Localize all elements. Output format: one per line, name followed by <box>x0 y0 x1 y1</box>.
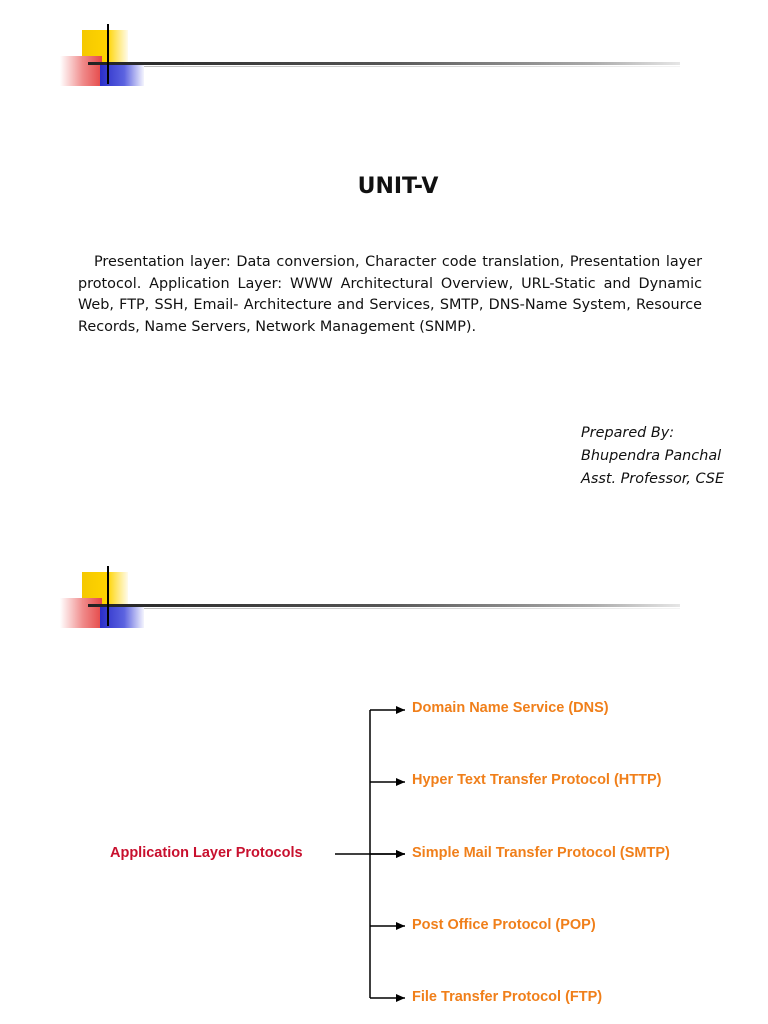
ornament-red-square <box>60 56 102 86</box>
prepared-by-label: Prepared By: <box>581 425 675 441</box>
author-designation: Asst. Professor, CSE <box>581 471 725 487</box>
ornament-vertical-line <box>107 24 109 84</box>
syllabus-text: Presentation layer: Data conversion, Character code translation, Presentation layer protocol. Application Layer: WWW Architectural Overview, URL-Static and Dynamic Web, FTP, SSH, Email- Architecture and Services, SMTP, DNS-Name System, Resource Records, Name Servers, Network Management (SNMP). <box>78 254 702 335</box>
protocol-label-pop: Post Office Protocol (POP) <box>412 917 596 933</box>
protocol-label-dns: Domain Name Service (DNS) <box>412 700 609 716</box>
root-label: Application Layer Protocols <box>110 845 303 861</box>
slide-2 <box>0 540 768 1024</box>
prepared-by-block <box>581 422 761 491</box>
author-name: Bhupendra Panchal <box>581 448 722 464</box>
header-ornament <box>60 30 680 92</box>
ornament-horizontal-line-thin <box>144 66 680 67</box>
protocol-label-smtp: Simple Mail Transfer Protocol (SMTP) <box>412 845 670 861</box>
unit-title: UNIT-V <box>357 174 439 199</box>
protocol-label-http: Hyper Text Transfer Protocol (HTTP) <box>412 772 662 788</box>
ornament-horizontal-line <box>88 62 680 65</box>
protocol-label-ftp: File Transfer Protocol (FTP) <box>412 989 603 1005</box>
